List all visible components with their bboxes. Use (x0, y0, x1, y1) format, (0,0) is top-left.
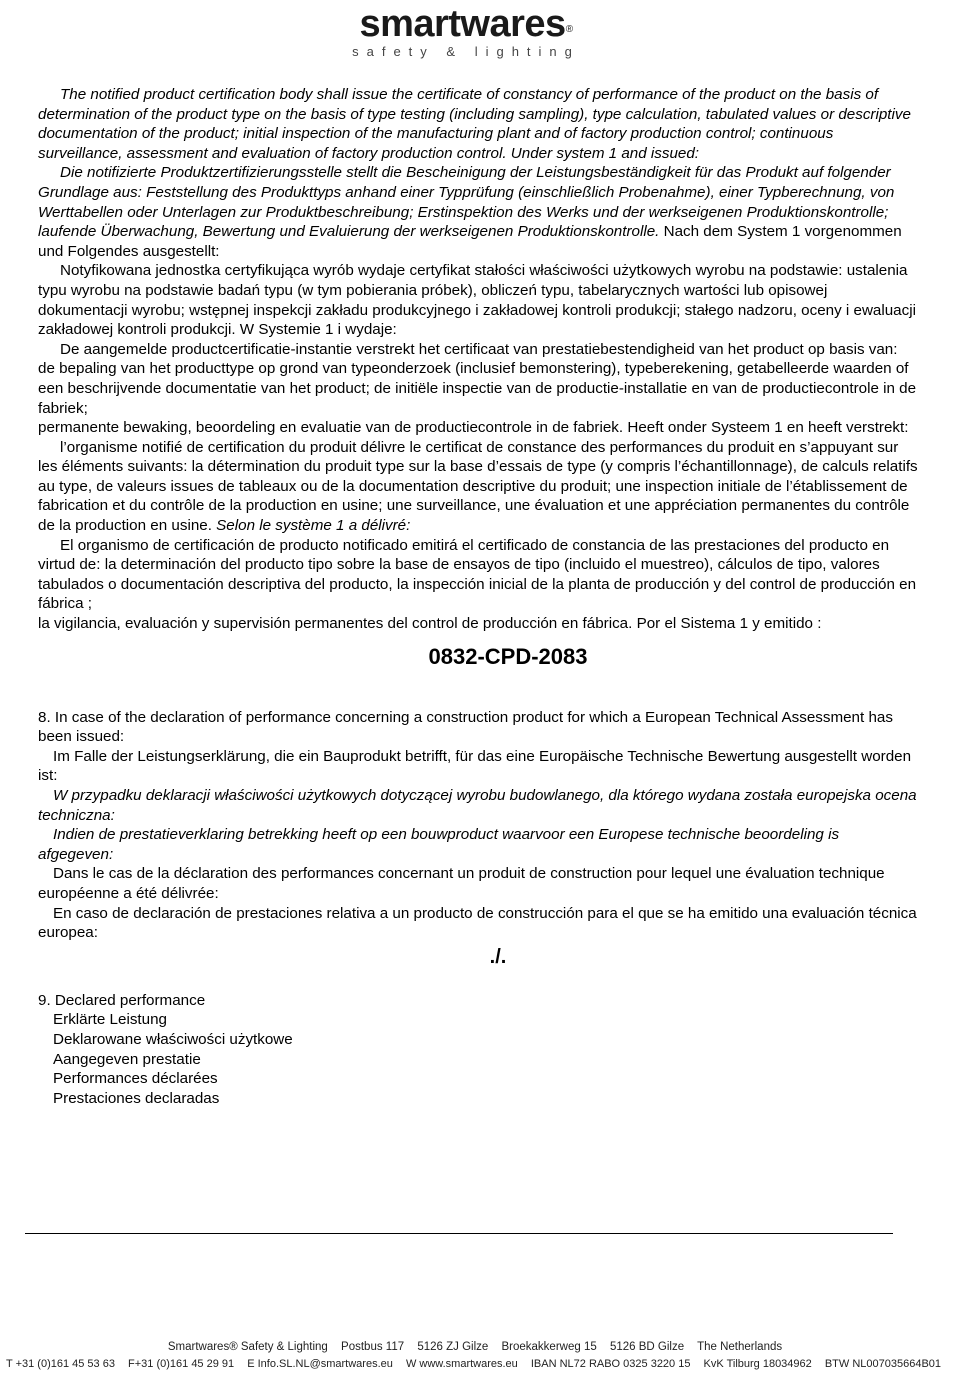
footer-web[interactable]: W www.smartwares.eu (405, 1358, 518, 1370)
footer-iban: IBAN NL72 RABO 0325 3220 15 (530, 1358, 691, 1370)
section7-en: The notified product certification body shall issue the certificate of constancy of performance of the product on the basis of determination of the product type on the basis of type testing (including sampling), type calculation, tabulated values or descriptive documentation of the product; initial inspection of the manufacturing plant and of factory production control; continuous surveillance, assessment and evaluation of factory production control. Under system 1 and issued: (38, 86, 911, 162)
spacer (38, 670, 918, 708)
footer-company: Smartwares® Safety & Lighting (167, 1341, 328, 1353)
section8-nl: Indien de prestatieverklaring betrekking heeft op een bouwproduct waarvoor een Europese technische beoordeling is afgegeven: (38, 826, 840, 863)
section8-de: Im Falle der Leistungserklärung, die ein Bauprodukt betrifft, für das eine Europäische Technische Bewertung ausgestellt worden ist: (38, 747, 912, 785)
section7-es: El organismo de certificación de producto notificado emitirá el certificado de constancia de las prestaciones del producto en virtud de: la determinación del producto tipo sobre la base de ensayos de tipo (incluido el muestreo), cálculos de tipo, valores tabulados o documentación descriptiva del producto, la inspección inicial de la planta de producción y del control de producción en fábrica ; (38, 536, 917, 613)
section7-pl: Notyfikowana jednostka certyfikująca wyrób wydaje certyfikat stałości właściwości użytkowych wyrobu na podstawie: ustalenia typu wyrobu na podstawie badań typu (w tym pobierania próbek), obliczeń typu, tabelarycznych wartości lub opisowej dokumentacji wyrobu; wstępnej inspekcji zakładu produkcyjnego i zakładowej kontroli produkcji; stałego nadzoru, oceny i ewaluacji zakładowej kontroli produkcji. W Systemie 1 i wydaje: (38, 262, 916, 339)
section9 (38, 991, 918, 1109)
section9-title: 9. Declared performance (38, 991, 206, 1009)
section9-de: Erklärte Leistung (53, 1011, 167, 1029)
footer-postbus: Postbus 117 (341, 1341, 405, 1353)
brand-logo (336, 4, 596, 60)
section7-es-cont: la vigilancia, evaluación y supervisión permanentes del control de producción en fábrica. Por el Sistema 1 y emitido : (38, 615, 822, 633)
brand-name: smartwares® (359, 3, 573, 45)
footer-kvk: KvK Tilburg 18034962 (703, 1358, 812, 1370)
section8-fr: Dans le cas de la déclaration des performances concernant un produit de construction pour lequel une évaluation technique européenne a été délivrée: (38, 865, 885, 902)
footer-address (0, 1341, 960, 1353)
footer-btw: BTW NL007035664B01 (824, 1358, 942, 1370)
footer-fax: F+31 (0)161 45 29 91 (128, 1358, 235, 1370)
brand-tagline: safety & lighting (352, 44, 580, 59)
footer-street-city: 5126 BD Gilze (609, 1341, 685, 1353)
footer-contact (6, 1358, 960, 1370)
footer-postbus-city: 5126 ZJ Gilze (417, 1341, 489, 1353)
section9-pl: Deklarowane właściwości użytkowe (53, 1030, 293, 1048)
section9-fr: Performances déclarées (53, 1070, 218, 1088)
section9-nl: Aangegeven prestatie (53, 1050, 201, 1068)
footer-email[interactable]: E Info.SL.NL@smartwares.eu (247, 1358, 393, 1370)
section7-nl: De aangemelde productcertificatie-instantie verstrekt het certificaat van prestatiebestendigheid van het product op basis van: de bepaling van het producttype op grond van typeonderzoek (inclusief bemonstering), typeberekening, getabelleerde waarden of een beschrijvende documentatie van het product; de initiële inspectie van de productie-installatie en van de productiecontrole in de fabriek; (38, 340, 917, 417)
section7-nl-cont: permanente bewaking, beoordeling en evaluatie van de productiecontrole in de fabriek. Heeft onder Systeem 1 en heeft verstrekt: (38, 419, 909, 437)
section9-es: Prestaciones declaradas (53, 1089, 220, 1107)
registered-mark: ® (565, 24, 573, 35)
divider-line (25, 1233, 893, 1234)
section8-value: ./. (489, 945, 507, 968)
section7-de: Die notifizierte Produktzertifizierungsstelle stellt die Bescheinigung der Leistungsbeständigkeit für das Produkt auf folgender Grundlage aus: Feststellung des Produkttyps anhand einer Typprüfung (einschließlich Probenahme), einer Typberechnung, von Werttabellen oder Unterlagen zur Produktbeschreibung; Erstinspektion des Werks und der werkseigenen Produktionskontrolle; laufende Überwachung, Bewertung und Evaluierung der werkseigenen Produktionskontrolle. Nach dem System 1 vorgenommen und Folgendes ausgestellt: (38, 164, 902, 260)
footer-country: The Netherlands (697, 1341, 783, 1353)
section7-fr: l’organisme notifié de certification du produit délivre le certificat de constance des performances du produit en s’appuyant sur les éléments suivants: la détermination du produit type sur la base d’essais de type (y compris l’échantillonnage), de calculs relatifs au type, de valeurs issues de tableaux ou de la documentation descriptive du produit; une inspection initiale de l’établissement de fabrication et du contrôle de la production en usine; une surveillance, une évaluation et une appréciation permanentes du contrôle de la production en usine. Selon le système 1 a délivré: (38, 438, 918, 535)
section8-en: 8. In case of the declaration of performance concerning a construction product for which a European Technical Assessment has been issued: (38, 708, 893, 746)
footer-phone: T +31 (0)161 45 53 63 (6, 1358, 115, 1370)
footer-street: Broekakkerweg 15 (501, 1341, 597, 1353)
document-body (38, 85, 918, 1108)
certificate-code: 0832-CPD-2083 (428, 643, 588, 669)
section8-es: En caso de declaración de prestaciones relativa a un producto de construcción para el que se ha emitido una evaluación técnica europea: (38, 904, 917, 942)
section8-pl: W przypadku deklaracji właściwości użytkowych dotyczącej wyrobu budowlanego, dla którego wydana została europejska ocena techniczna: (38, 787, 917, 824)
